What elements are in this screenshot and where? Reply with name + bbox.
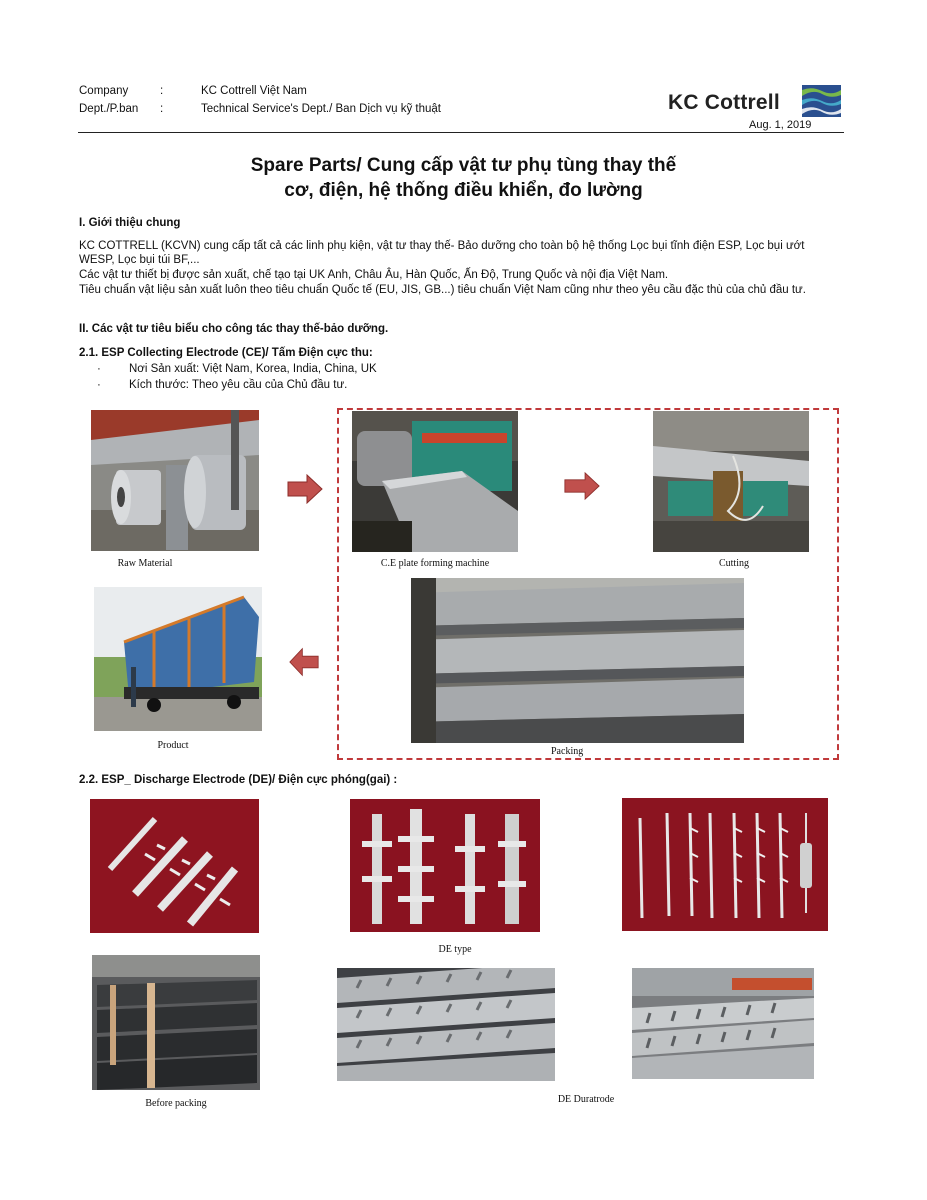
arrow-right-icon bbox=[564, 471, 600, 501]
section1-heading: I. Giới thiệu chung bbox=[79, 217, 181, 229]
dept-colon: : bbox=[160, 103, 164, 115]
de-type-photo-2 bbox=[350, 799, 540, 932]
bullet-origin: Nơi Sản xuất: Việt Nam, Korea, India, China, UK bbox=[129, 363, 377, 375]
de-type-caption: DE type bbox=[438, 944, 472, 955]
section1-para1-line2: WESP, Lọc bụi túi BF,... bbox=[79, 254, 200, 266]
section2-2-heading: 2.2. ESP_ Discharge Electrode (DE)/ Điện cực phóng(gai) : bbox=[79, 774, 398, 786]
section1-para3: Tiêu chuẩn vật liệu sản xuất luôn theo tiêu chuẩn Quốc tế (EU, JIS, GB...) tiêu chuẩn Việt Nam cũng như theo yêu cầu đặc thù của chủ đầu tư. bbox=[79, 284, 806, 296]
packing-photo bbox=[411, 578, 744, 743]
packing-caption: Packing bbox=[551, 746, 584, 757]
bullet-mark-1: · bbox=[97, 363, 101, 375]
forming-machine-caption: C.E plate forming machine bbox=[380, 558, 490, 569]
bullet-mark-2: · bbox=[97, 379, 101, 391]
raw-material-caption: Raw Material bbox=[117, 558, 173, 569]
de-duratrode-photo-1 bbox=[337, 968, 555, 1081]
company-value: KC Cottrell Việt Nam bbox=[201, 85, 307, 97]
before-packing-photo bbox=[92, 955, 260, 1090]
cutting-photo bbox=[653, 411, 809, 552]
section2-heading: II. Các vật tư tiêu biểu cho công tác thay thế-bảo dưỡng. bbox=[79, 323, 389, 335]
product-photo bbox=[94, 587, 262, 731]
bullet-size: Kích thước: Theo yêu cầu của Chủ đầu tư. bbox=[129, 379, 348, 391]
document-date: Aug. 1, 2019 bbox=[749, 119, 812, 131]
company-label: Company bbox=[79, 85, 129, 97]
dept-label: Dept./P.ban bbox=[79, 103, 139, 115]
header-divider bbox=[78, 132, 844, 133]
arrow-left-icon bbox=[286, 647, 322, 677]
section1-para1-line1: KC COTTRELL (KCVN) cung cấp tất cả các linh phụ kiện, vật tư thay thế- Bảo dưỡng cho toàn bộ hệ thống Lọc bụi tĩnh điện ESP, Lọc bụi ướt bbox=[79, 240, 805, 252]
company-logo-icon bbox=[802, 85, 841, 117]
page-title-line1: Spare Parts/ Cung cấp vật tư phụ tùng thay thế bbox=[250, 155, 677, 176]
de-duratrode-caption: DE Duratrode bbox=[557, 1094, 615, 1105]
dept-value: Technical Service's Dept./ Ban Dịch vụ kỹ thuật bbox=[201, 103, 441, 115]
cutting-caption: Cutting bbox=[718, 558, 749, 569]
arrow-right-icon bbox=[287, 474, 323, 504]
company-colon: : bbox=[160, 85, 164, 97]
de-duratrode-photo-2 bbox=[632, 968, 814, 1079]
section1-para2: Các vật tư thiết bị được sản xuất, chế tạo tại UK Anh, Châu Âu, Hàn Quốc, Ấn Độ, Trung Quốc và nội địa Việt Nam. bbox=[79, 269, 669, 281]
raw-material-photo bbox=[91, 410, 259, 551]
de-type-photo-1 bbox=[90, 799, 259, 933]
forming-machine-photo bbox=[352, 411, 518, 552]
company-logo-text: KC Cottrell bbox=[668, 91, 780, 114]
before-packing-caption: Before packing bbox=[145, 1098, 207, 1109]
page-title-line2: cơ, điện, hệ thống điều khiển, đo lường bbox=[284, 180, 643, 201]
section2-1-heading: 2.1. ESP Collecting Electrode (CE)/ Tấm Điện cực thu: bbox=[79, 347, 373, 359]
product-caption: Product bbox=[157, 740, 189, 751]
de-type-photo-3 bbox=[622, 798, 828, 931]
